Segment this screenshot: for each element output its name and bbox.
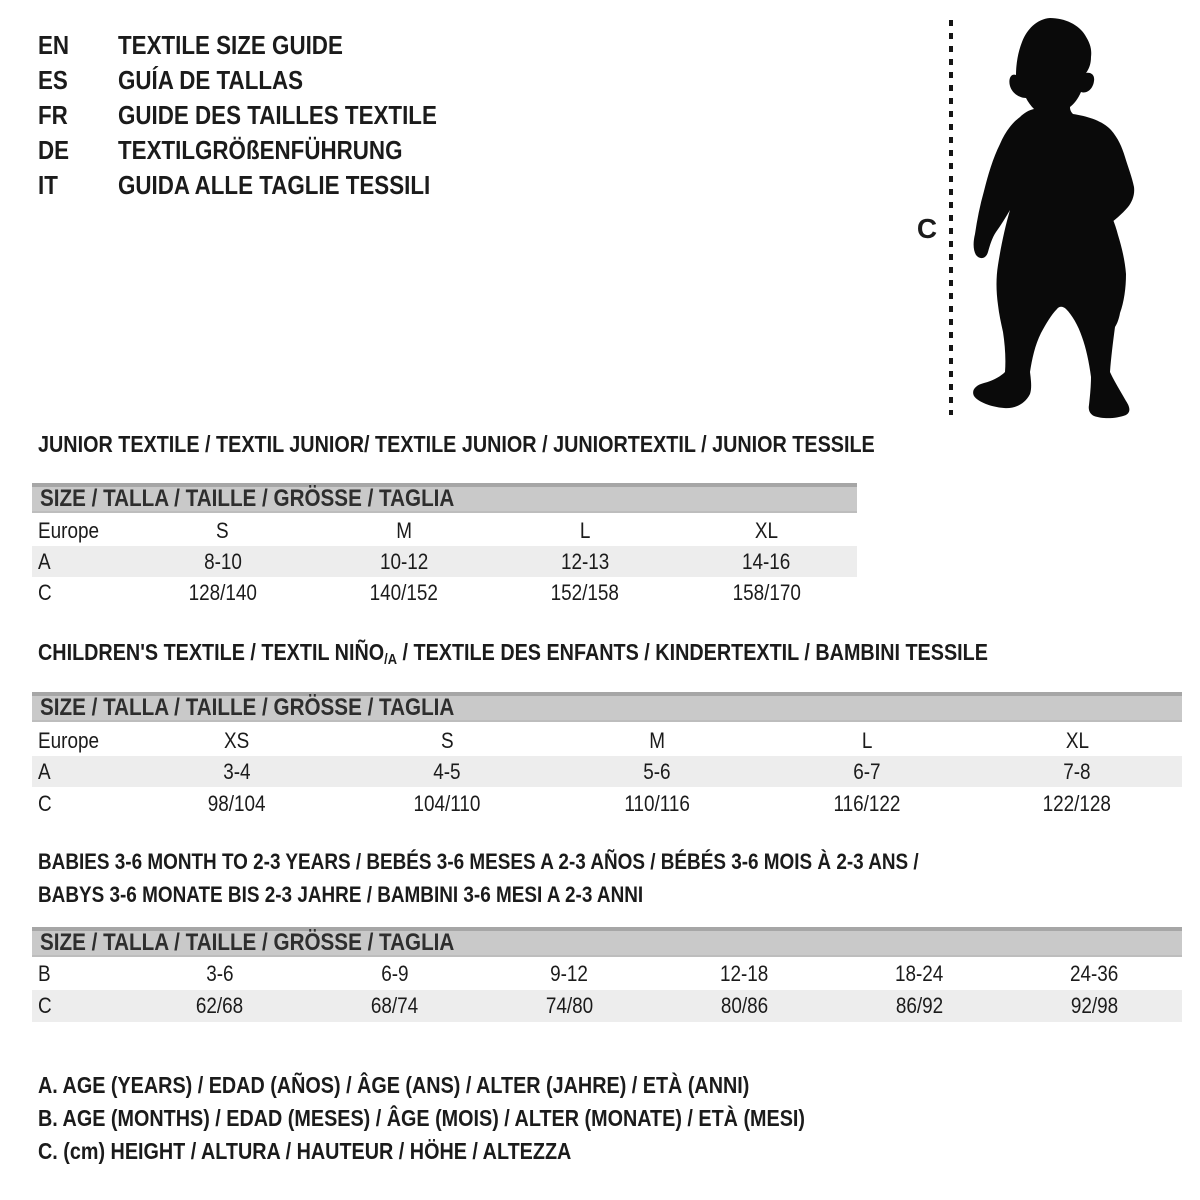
age-cell: 7-8 xyxy=(1063,758,1091,784)
age-cell: 8-10 xyxy=(203,548,242,574)
height-measure-label: C xyxy=(916,213,938,244)
legend-age-months: B. AGE (MONTHS) / EDAD (MESES) / ÂGE (MOIS) / ALTER (MONATE) / ETÀ (MESI) xyxy=(38,1105,805,1131)
children-title-subscript: /A xyxy=(384,651,398,668)
language-code: ES xyxy=(38,65,68,95)
age-cell: 5-6 xyxy=(643,758,671,784)
babies-title-line2: BABYS 3-6 MONATE BIS 2-3 JAHRE / BAMBINI 3-6 MESI A 2-3 ANNI xyxy=(38,882,644,907)
children-height-row xyxy=(32,787,1182,820)
height-cell: 80/86 xyxy=(720,993,769,1018)
language-row-it xyxy=(38,168,489,203)
language-header xyxy=(38,28,489,203)
guide-title-de: TEXTILGRÖßENFÜHRUNG xyxy=(118,135,403,165)
guide-title-it: GUIDA ALLE TAGLIE TESSILI xyxy=(118,170,431,200)
language-code: EN xyxy=(38,30,70,60)
size-cell: L xyxy=(861,727,873,753)
row-label: C xyxy=(38,790,52,816)
height-cell: 140/152 xyxy=(369,579,439,605)
language-code: DE xyxy=(38,135,70,165)
age-cell: 12-13 xyxy=(560,548,610,574)
age-cell: 14-16 xyxy=(742,548,791,574)
months-cell: 9-12 xyxy=(550,960,589,986)
babies-section-title xyxy=(38,845,1062,911)
row-label: B xyxy=(38,960,51,986)
junior-age-row xyxy=(32,546,857,577)
height-measure-dashed-line xyxy=(949,20,953,415)
size-cell: S xyxy=(216,517,229,543)
age-cell: 6-7 xyxy=(853,758,881,784)
babies-size-header-bar xyxy=(32,927,1182,957)
months-cell: 24-36 xyxy=(1070,960,1119,986)
junior-size-header-bar xyxy=(32,483,857,513)
children-age-row xyxy=(32,756,1182,787)
legend-height-cm: C. (cm) HEIGHT / ALTURA / HAUTEUR / HÖHE / ALTEZZA xyxy=(38,1138,572,1164)
months-cell: 18-24 xyxy=(895,960,944,986)
babies-months-row xyxy=(32,957,1182,990)
babies-title-line1: BABIES 3-6 MONTH TO 2-3 YEARS / BEBÉS 3-6 MESES A 2-3 AÑOS / BÉBÉS 3-6 MOIS À 2-3 ANS / xyxy=(38,849,919,874)
height-cell: 74/80 xyxy=(545,993,594,1018)
height-cell: 92/98 xyxy=(1070,993,1119,1018)
language-row-es xyxy=(38,63,489,98)
children-section-title xyxy=(38,639,1143,673)
age-cell: 4-5 xyxy=(433,758,461,784)
size-cell: M xyxy=(395,517,412,543)
guide-title-es: GUÍA DE TALLAS xyxy=(118,65,304,95)
children-title-main: CHILDREN'S TEXTILE / TEXTIL NIÑO xyxy=(38,639,385,665)
months-cell: 12-18 xyxy=(720,960,769,986)
height-cell: 110/116 xyxy=(624,790,690,816)
babies-height-row xyxy=(32,990,1182,1022)
height-cell: 128/140 xyxy=(188,579,257,605)
row-label: C xyxy=(38,579,52,605)
height-cell: 152/158 xyxy=(550,579,620,605)
language-row-fr xyxy=(38,98,489,133)
junior-size-header-text: SIZE / TALLA / TAILLE / GRÖSSE / TAGLIA xyxy=(40,485,455,512)
region-label: Europe xyxy=(38,517,100,543)
toddler-silhouette xyxy=(962,16,1144,420)
size-cell: L xyxy=(579,517,591,543)
language-code: IT xyxy=(38,170,58,200)
legend-age-years: A. AGE (YEARS) / EDAD (AÑOS) / ÂGE (ANS) / ALTER (JAHRE) / ETÀ (ANNI) xyxy=(38,1072,750,1098)
size-cell: M xyxy=(649,727,665,753)
junior-height-row xyxy=(32,577,857,608)
measurement-legend xyxy=(38,1069,930,1168)
children-size-header-bar xyxy=(32,692,1182,722)
children-size-row xyxy=(32,725,1182,756)
language-row-en xyxy=(38,28,489,63)
junior-section-title: JUNIOR TEXTILE / TEXTIL JUNIOR/ TEXTILE JUNIOR / JUNIORTEXTIL / JUNIOR TESSILE xyxy=(38,431,875,457)
language-row-de xyxy=(38,133,489,168)
row-label: A xyxy=(38,548,51,574)
size-cell: S xyxy=(440,727,454,753)
guide-title-en: TEXTILE SIZE GUIDE xyxy=(118,30,343,60)
height-cell: 158/170 xyxy=(732,579,801,605)
size-cell: XL xyxy=(1065,727,1089,753)
height-cell: 122/128 xyxy=(1042,790,1112,816)
height-cell: 116/122 xyxy=(833,790,901,816)
height-cell: 104/110 xyxy=(413,790,481,816)
row-label: A xyxy=(38,758,51,784)
months-cell: 3-6 xyxy=(205,960,234,986)
age-cell: 3-4 xyxy=(223,758,251,784)
height-cell: 98/104 xyxy=(208,790,266,816)
size-cell: XS xyxy=(224,727,250,753)
region-label: Europe xyxy=(38,727,100,753)
toddler-silhouette-path xyxy=(973,18,1134,418)
height-cell: 68/74 xyxy=(370,993,419,1018)
row-label: C xyxy=(38,993,52,1018)
language-code: FR xyxy=(38,100,68,130)
children-size-header-text: SIZE / TALLA / TAILLE / GRÖSSE / TAGLIA xyxy=(40,694,455,721)
babies-size-header-text: SIZE / TALLA / TAILLE / GRÖSSE / TAGLIA xyxy=(40,929,455,956)
height-cell: 86/92 xyxy=(895,993,944,1018)
months-cell: 6-9 xyxy=(380,960,409,986)
children-title-rest: / TEXTILE DES ENFANTS / KINDERTEXTIL / BAMBINI TESSILE xyxy=(397,639,988,665)
guide-title-fr: GUIDE DES TAILLES TEXTILE xyxy=(118,100,437,130)
age-cell: 10-12 xyxy=(379,548,429,574)
height-cell: 62/68 xyxy=(195,993,244,1018)
size-cell: XL xyxy=(754,517,778,543)
junior-size-row xyxy=(32,515,857,546)
